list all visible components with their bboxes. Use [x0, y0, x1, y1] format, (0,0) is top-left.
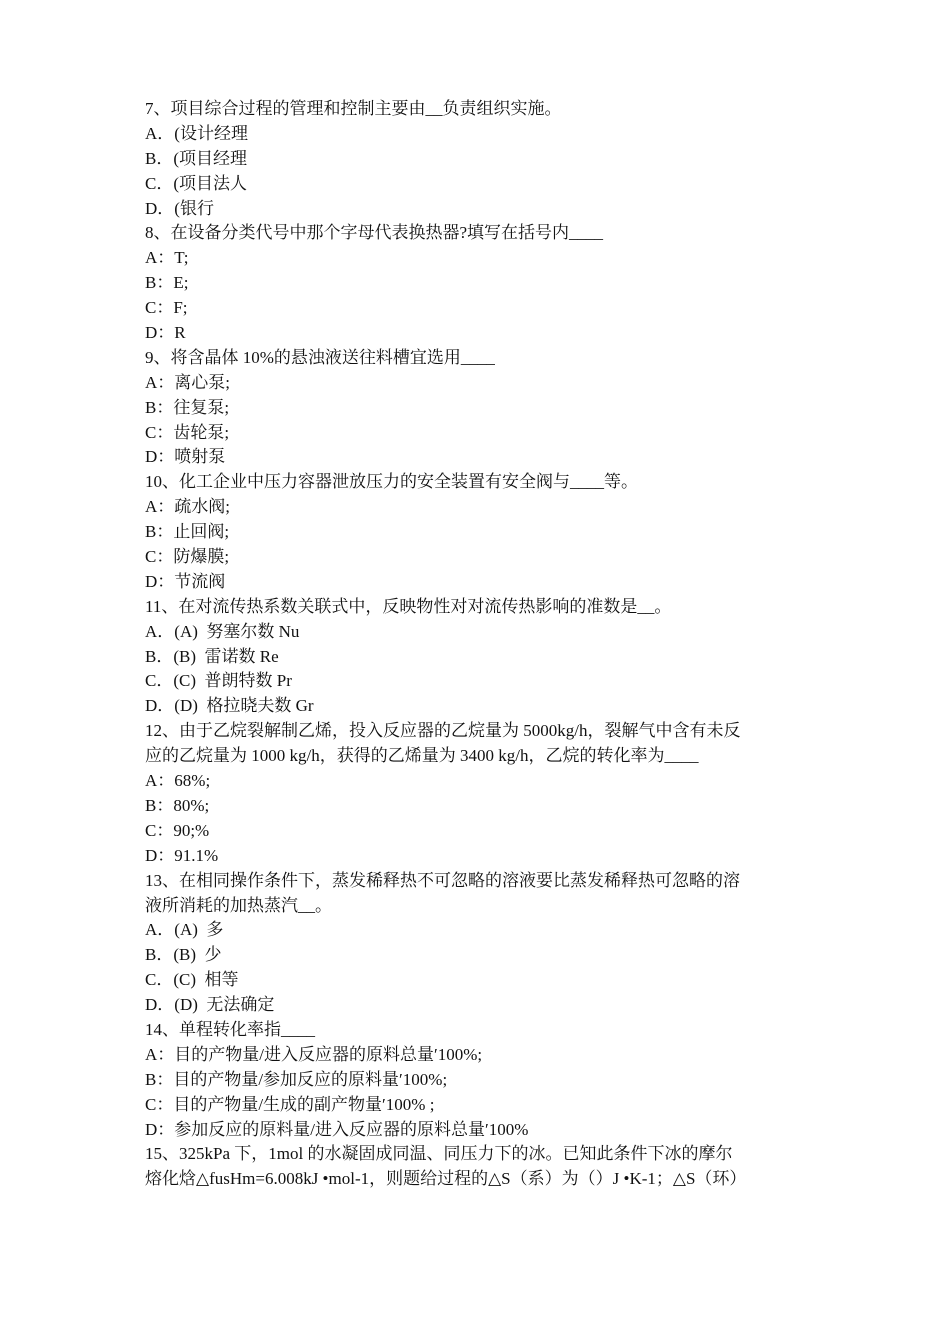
- question-8-option-d: D：R: [145, 323, 186, 343]
- question-10-option-d: D：节流阀: [145, 571, 226, 591]
- question-14-option-b: B：目的产物量/参加反应的原料量′100%;: [145, 1069, 448, 1089]
- question-7-option-d: D．(银行: [145, 198, 214, 218]
- question-9-option-d: D：喷射泵: [145, 447, 226, 467]
- question-7-option-a: A．(设计经理: [145, 123, 248, 143]
- question-11-option-c: C．(C) 普朗特数 Pr: [145, 671, 292, 691]
- question-13-option-b: B．(B) 少: [145, 945, 222, 965]
- document-page: [145, 97, 815, 1192]
- question-12-option-b: B：80%;: [145, 795, 210, 815]
- question-12-option-c: C：90;%: [145, 820, 210, 840]
- question-14-option-c: C：目的产物量/生成的副产物量′100% ;: [145, 1094, 435, 1114]
- question-12-text-line-2: 应的乙烷量为 1000 kg/h，获得的乙烯量为 3400 kg/h，乙烷的转化率为____: [145, 746, 699, 766]
- question-7-option-b: B．(项目经理: [145, 148, 247, 168]
- question-14-option-d: D：参加反应的原料量/进入反应器的原料总量′100%: [145, 1119, 529, 1139]
- question-10-option-b: B：止回阀;: [145, 522, 230, 542]
- question-10-option-c: C：防爆膜;: [145, 547, 230, 567]
- question-13-option-d: D．(D) 无法确定: [145, 995, 275, 1015]
- question-13-text-line-1: 13、在相同操作条件下，蒸发稀释热不可忽略的溶液要比蒸发稀释热可忽略的溶: [145, 870, 740, 890]
- question-15-text-line-2: 熔化焓△fusHm=6.008kJ •mol-1，则题给过程的△S（系）为（）J •K-1；△S（环）: [145, 1169, 747, 1189]
- question-15-text-line-1: 15、325kPa 下，1mol 的水凝固成同温、同压力下的冰。已知此条件下冰的摩尔: [145, 1144, 733, 1164]
- question-9-option-a: A：离心泵;: [145, 372, 230, 392]
- question-8-option-c: C：F;: [145, 298, 188, 318]
- question-14-option-a: A：目的产物量/进入反应器的原料总量′100%;: [145, 1044, 483, 1064]
- question-11-option-d: D．(D) 格拉晓夫数 Gr: [145, 696, 314, 716]
- question-11-text: 11、在对流传热系数关联式中，反映物性对对流传热影响的准数是__。: [145, 596, 672, 616]
- question-8-text: 8、在设备分类代号中那个字母代表换热器?填写在括号内____: [145, 223, 604, 243]
- question-13-text-line-2: 液所消耗的加热蒸汽__。: [145, 895, 332, 915]
- question-13-option-c: C．(C) 相等: [145, 970, 239, 990]
- question-12-option-a: A：68%;: [145, 771, 211, 791]
- question-10-text: 10、化工企业中压力容器泄放压力的安全装置有安全阀与____等。: [145, 472, 638, 492]
- question-8-option-b: B：E;: [145, 273, 189, 293]
- question-7-option-c: C．(项目法人: [145, 173, 247, 193]
- question-7-text: 7、项目综合过程的管理和控制主要由__负责组织实施。: [145, 99, 562, 118]
- question-10-option-a: A：疏水阀;: [145, 497, 230, 517]
- question-8-option-a: A：T;: [145, 248, 189, 268]
- question-11-option-a: A．(A) 努塞尔数 Nu: [145, 621, 300, 641]
- question-12-option-d: D：91.1%: [145, 845, 219, 865]
- question-9-option-b: B：往复泵;: [145, 397, 230, 417]
- question-11-option-b: B．(B) 雷诺数 Re: [145, 646, 279, 666]
- question-9-option-c: C：齿轮泵;: [145, 422, 230, 442]
- question-9-text: 9、将含晶体 10%的悬浊液送往料槽宜选用____: [145, 347, 495, 367]
- question-14-text: 14、单程转化率指____: [145, 1019, 315, 1039]
- question-13-option-a: A．(A) 多: [145, 920, 224, 940]
- question-12-text-line-1: 12、由于乙烷裂解制乙烯，投入反应器的乙烷量为 5000kg/h，裂解气中含有未反: [145, 721, 741, 741]
